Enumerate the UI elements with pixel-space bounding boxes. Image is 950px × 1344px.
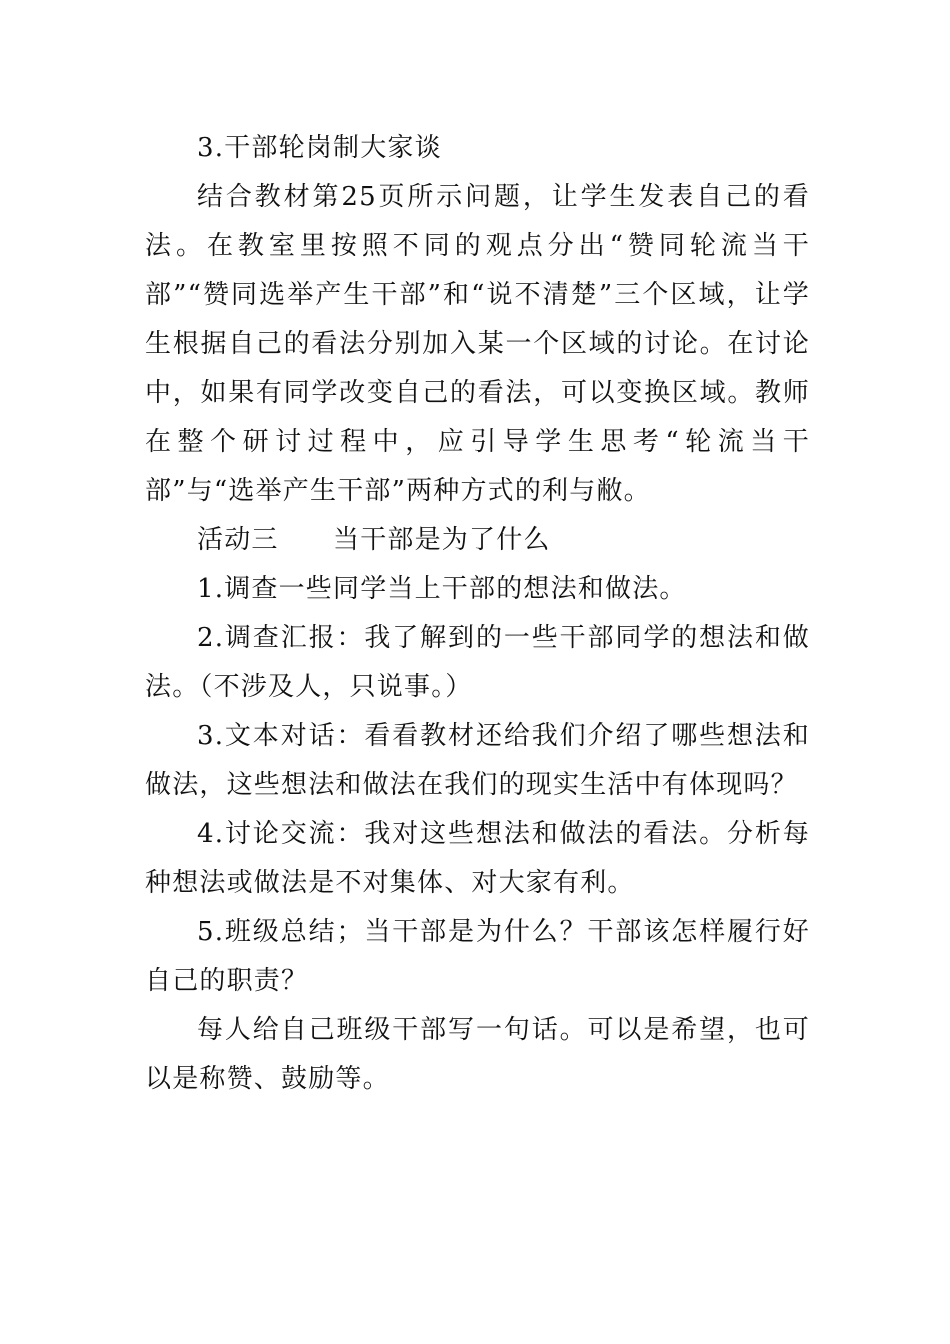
list-item-discussion: 4.讨论交流：我对这些想法和做法的看法。分析每种想法或做法是不对集体、对大家有利。: [145, 819, 810, 898]
paragraph-discussion: 结合教材第25页所示问题，让学生发表自己的看法。在教室里按照不同的观点分出“赞同轮流当干部”“赞同选举产生干部”和“说不清楚”三个区域，让学生根据自己的看法分别加入某一个区域的讨论。在讨论中，如果有同学改变自己的看法，可以变换区域。教师在整个研讨过程中，应引导学生思考“轮流当干部”与“选举产生干部”两种方式的利与敝。: [145, 182, 810, 506]
list-item-summary: 5.班级总结；当干部是为什么？干部该怎样履行好自己的职责？: [145, 917, 810, 996]
activity-three-heading: 活动三 当干部是为了什么: [197, 525, 551, 555]
list-item-report: 2.调查汇报：我了解到的一些干部同学的想法和做法。（不涉及人，只说事。）: [145, 623, 810, 702]
list-item-text-dialogue: 3.文本对话：看看教材还给我们介绍了哪些想法和做法，这些想法和做法在我们的现实生活中有体现吗？: [145, 721, 810, 800]
list-item-survey: 1.调查一些同学当上干部的想法和做法。: [197, 574, 687, 604]
document-body: [145, 124, 810, 1104]
section-heading-rotation: 3.干部轮岗制大家谈: [197, 133, 442, 163]
paragraph-closing: 每人给自己班级干部写一句话。可以是希望，也可以是称赞、鼓励等。: [145, 1015, 810, 1094]
